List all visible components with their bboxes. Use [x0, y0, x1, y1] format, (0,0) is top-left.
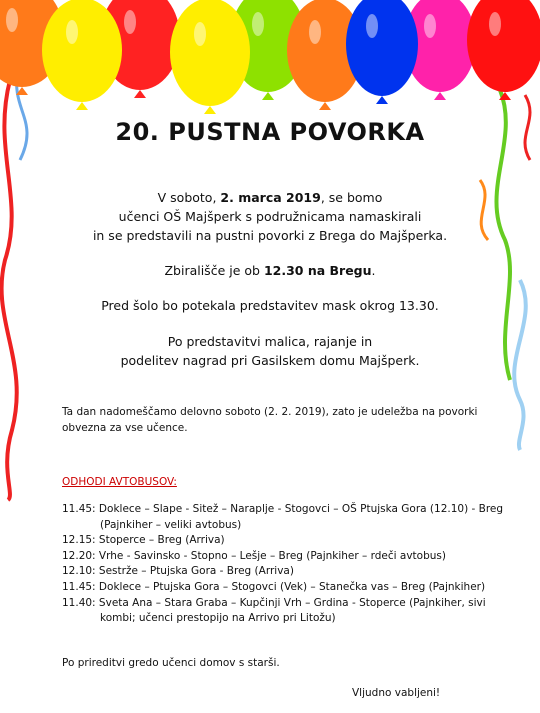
meeting-paragraph — [40, 261, 500, 280]
masks-text: Pred šolo bo potekala predstavitev mask okrog 13.30. — [101, 298, 439, 313]
note-paragraph — [62, 404, 512, 436]
balloon-yellow-1 — [42, 0, 122, 110]
meeting-text: Zbirališče je ob — [164, 263, 264, 278]
list-item: 12.20: Vrhe - Savinsko - Stopno – Lešje – Breg (Pajnkiher – rdeči avtobus) — [62, 549, 446, 562]
meeting-time-place: 12.30 na Bregu — [263, 263, 372, 278]
bus-heading: ODHODI AVTOBUSOV: — [62, 476, 177, 488]
after-paragraph — [40, 332, 500, 370]
event-date: 2. marca 2019 — [220, 190, 321, 205]
balloon-red-2 — [467, 0, 540, 100]
intro-paragraph — [40, 188, 500, 245]
list-item: 11.45: Doklece – Slape - Sitež – Naraplje - Stogovci – OŠ Ptujska Gora (12.10) - Breg (Pajnkiher – veliki avtobus) — [62, 503, 504, 531]
balloon-blue — [346, 0, 418, 104]
masks-paragraph — [40, 296, 500, 315]
intro-text-end: , se bomo — [320, 190, 383, 205]
note-line-1: Ta dan nadomeščamo delovno soboto (2. 2. 2019), zato je udeležba na povorki — [62, 406, 478, 418]
list-item: 12.10: Sestrže – Ptujska Gora - Breg (Arriva) — [62, 565, 294, 578]
streamer-right-blue — [514, 280, 526, 450]
intro-line-2: učenci OŠ Majšperk s podružnicama namaskirali — [118, 209, 422, 224]
meeting-text-end: . — [371, 263, 376, 278]
list-item: 11.40: Sveta Ana – Stara Graba – Kupčinji Vrh – Grdina - Stoperce (Pajnkiher, sivi kombi; učenci prestopijo na Arrivo pri Litožu) — [62, 596, 486, 625]
list-item: 12.15: Stoperce – Breg (Arriva) — [62, 534, 225, 547]
intro-line-3: in se predstavili na pustni povorki z Brega do Majšperka. — [92, 228, 448, 243]
after-line-1: Po predstavitvi malica, rajanje in — [167, 334, 373, 349]
intro-text: V soboto, — [157, 190, 221, 205]
list-item: 11.45: Doklece – Ptujska Gora – Stogovci (Vek) – Stanečka vas – Breg (Pajnkiher) — [62, 580, 486, 593]
note-line-2: obvezna za vse učence. — [62, 422, 188, 434]
after-line-2: podelitev nagrad pri Gasilskem domu Majšperk. — [120, 353, 420, 368]
return-note: Po prireditvi gredo učenci domov s starši. — [62, 657, 280, 669]
balloon-yellow-2 — [170, 0, 250, 114]
bus-schedule-list — [62, 502, 512, 627]
closing-text: Vljudno vabljeni! — [352, 687, 441, 699]
page-title: 20. PUSTNA POVORKA — [115, 118, 425, 146]
